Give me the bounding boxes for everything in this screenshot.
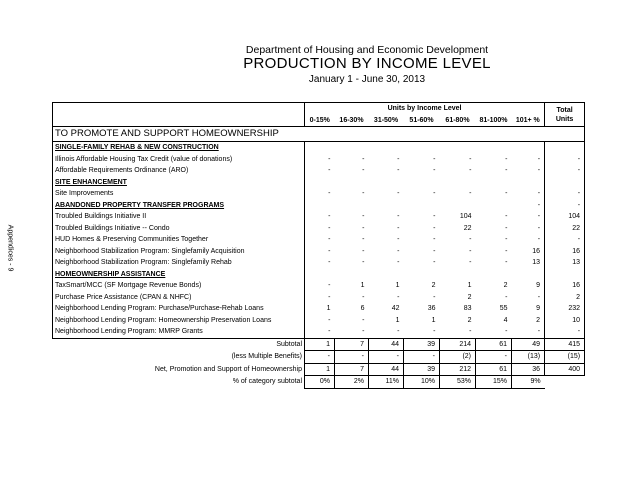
value-cell: -	[545, 154, 585, 166]
value-cell: -	[397, 224, 400, 232]
value-cell: -	[512, 326, 545, 338]
value-cell: 22	[545, 223, 585, 235]
value-cell: -	[433, 293, 436, 301]
value-cell	[512, 269, 545, 281]
program-label: Illinois Affordable Housing Tax Credit (value of donations)	[53, 154, 305, 166]
program-row	[53, 211, 585, 223]
program-label: Neighborhood Lending Program: Purchase/Purchase-Rehab Loans	[53, 303, 305, 315]
value-cell: -	[433, 259, 436, 266]
value-cell: -	[362, 236, 365, 243]
value-cell: -	[433, 155, 436, 163]
header-row-columns	[53, 115, 585, 127]
value-cell: -	[305, 223, 335, 235]
value-cell	[476, 269, 512, 281]
value-cell: -	[545, 326, 585, 338]
value-cell: 2	[503, 282, 508, 289]
section-title: HOMEOWNERSHIP ASSISTANCE	[53, 269, 305, 281]
value-cell: 83	[463, 305, 472, 312]
value-cell	[305, 200, 335, 212]
program-row	[53, 280, 585, 292]
value-cell: -	[362, 224, 365, 232]
program-label: HUD Homes & Preserving Communities Together	[53, 234, 305, 246]
value-cell	[476, 200, 512, 212]
income-column-header: 0-15%	[305, 115, 335, 127]
income-column-header: 81-100%	[476, 115, 512, 127]
value-cell	[512, 142, 545, 154]
income-column-header: 16-30%	[335, 115, 369, 127]
summary-label: Net, Promotion and Support of Homeownership	[154, 365, 302, 373]
value-cell: 4	[503, 316, 508, 324]
section-title: ABANDONED PROPERTY TRANSFER PROGRAMS	[53, 200, 305, 212]
value-cell: -	[505, 167, 508, 174]
income-column-header: 51-60%	[404, 115, 440, 127]
summary-value-cell	[545, 376, 585, 389]
value-cell: -	[476, 326, 512, 338]
summary-value-cell: 0%	[305, 376, 335, 389]
value-cell: 1	[360, 282, 365, 289]
value-cell	[404, 142, 440, 154]
value-cell: -	[397, 293, 400, 301]
value-cell: 1	[395, 316, 400, 324]
value-cell: -	[404, 326, 440, 338]
value-cell	[404, 269, 440, 281]
value-cell: -	[305, 246, 335, 258]
program-row	[53, 154, 585, 166]
value-cell: 232	[545, 303, 585, 315]
program-row	[53, 326, 585, 338]
value-cell	[305, 269, 335, 281]
summary-value-cell: 61	[476, 338, 512, 351]
summary-value-cell: 2%	[335, 376, 369, 389]
value-cell: -	[469, 247, 472, 255]
report-period: January 1 - June 30, 2013	[308, 74, 426, 85]
value-cell: 36	[427, 305, 436, 312]
value-cell: -	[505, 190, 508, 197]
value-cell: -	[362, 155, 365, 163]
value-cell	[476, 177, 512, 189]
program-row	[53, 188, 585, 200]
value-cell: -	[469, 259, 472, 266]
value-cell: -	[469, 190, 472, 197]
section-header-row	[53, 177, 585, 189]
summary-label: % of category subtotal	[232, 378, 302, 385]
header-spacer	[53, 115, 305, 127]
value-cell	[440, 177, 476, 189]
summary-value-cell: 214	[440, 338, 476, 351]
value-cell: -	[440, 326, 476, 338]
value-cell	[440, 142, 476, 154]
value-cell: -	[305, 292, 335, 304]
summary-value-cell: 36	[512, 363, 545, 376]
value-cell: -	[505, 155, 508, 163]
program-label: Purchase Price Assistance (CPAN & NHFC)	[53, 292, 305, 304]
value-cell	[369, 177, 404, 189]
value-cell: -	[537, 167, 541, 174]
summary-row	[53, 376, 585, 389]
value-cell: 9	[536, 305, 541, 312]
value-cell: -	[505, 224, 508, 232]
summary-value-cell: 44	[369, 363, 404, 376]
value-cell: -	[305, 326, 335, 338]
summary-value-cell: -	[369, 351, 404, 364]
program-label: Neighborhood Stabilization Program: Singlefamily Rehab	[53, 257, 305, 269]
value-cell: 2	[467, 293, 472, 301]
summary-value-cell: 15%	[476, 376, 512, 389]
value-cell: -	[397, 247, 400, 255]
value-cell	[369, 269, 404, 281]
summary-row	[53, 363, 585, 376]
value-cell	[335, 177, 369, 189]
total-units-header: Total Units	[545, 103, 585, 127]
value-cell: -	[397, 236, 400, 243]
header-spacer	[53, 103, 305, 115]
summary-value-cell: 39	[404, 338, 440, 351]
value-cell: -	[335, 326, 369, 338]
income-column-header: 31-50%	[369, 115, 404, 127]
summary-value-cell: -	[404, 351, 440, 364]
summary-value-cell: 39	[404, 363, 440, 376]
program-label: TaxSmart/MCC (SF Mortgage Revenue Bonds)	[53, 280, 305, 292]
value-cell: 2	[545, 292, 585, 304]
value-cell: -	[545, 188, 585, 200]
program-row	[53, 165, 585, 177]
value-cell	[545, 269, 585, 281]
summary-value-cell: 44	[369, 338, 404, 351]
value-cell: 16	[545, 246, 585, 258]
program-row	[53, 223, 585, 235]
value-cell: -	[433, 224, 436, 232]
program-row	[53, 246, 585, 258]
value-cell: 1	[395, 282, 400, 289]
value-cell: 2	[431, 282, 436, 289]
program-row	[53, 234, 585, 246]
value-cell: -	[537, 190, 541, 197]
value-cell: -	[537, 224, 541, 232]
value-cell: -	[537, 213, 541, 220]
value-cell: 104	[545, 211, 585, 223]
value-cell	[369, 142, 404, 154]
summary-value-cell: 53%	[440, 376, 476, 389]
summary-value-cell: 1	[305, 363, 335, 376]
value-cell: 55	[499, 305, 508, 312]
value-cell: -	[397, 155, 400, 163]
value-cell: -	[505, 293, 508, 301]
goal-row	[53, 127, 585, 142]
summary-value-cell: 415	[545, 338, 585, 351]
appendix-page-label: Appendices - 9	[6, 224, 14, 272]
summary-value-cell: 7	[335, 338, 369, 351]
value-cell: 2	[467, 316, 472, 324]
value-cell: -	[537, 236, 541, 243]
value-cell: -	[505, 259, 508, 266]
value-cell: -	[545, 234, 585, 246]
section-header-row	[53, 200, 585, 212]
summary-value-cell: (2)	[440, 351, 476, 364]
value-cell: 16	[532, 247, 541, 255]
value-cell	[512, 177, 545, 189]
income-column-header: 61-80%	[440, 115, 476, 127]
value-cell: 1	[431, 316, 436, 324]
value-cell: 1	[305, 303, 335, 315]
goal-title: TO PROMOTE AND SUPPORT HOMEOWNERSHIP	[53, 127, 585, 142]
section-title: SITE ENHANCEMENT	[53, 177, 305, 189]
value-cell: -	[433, 190, 436, 197]
value-cell: -	[362, 167, 365, 174]
value-cell: -	[537, 155, 541, 163]
value-cell: -	[433, 213, 436, 220]
value-cell: -	[469, 167, 472, 174]
program-label: Troubled Buildings Initiative II	[53, 211, 305, 223]
value-cell	[369, 200, 404, 212]
value-cell: 9	[536, 282, 541, 289]
income-group-header: Units by Income Level	[305, 103, 545, 115]
value-cell	[404, 177, 440, 189]
value-cell: 10	[545, 315, 585, 327]
value-cell	[440, 200, 476, 212]
income-column-header: 101+ %	[512, 115, 545, 127]
summary-value-cell: 212	[440, 363, 476, 376]
value-cell: -	[469, 236, 472, 243]
summary-value-cell: (15)	[545, 351, 585, 364]
value-cell	[305, 177, 335, 189]
program-label: Neighborhood Lending Program: MMRP Grants	[53, 326, 305, 338]
summary-value-cell: 10%	[404, 376, 440, 389]
value-cell: -	[305, 188, 335, 200]
value-cell: -	[362, 247, 365, 255]
production-table	[52, 102, 585, 389]
value-cell: -	[505, 213, 508, 220]
value-cell: 2	[536, 316, 541, 324]
value-cell	[440, 269, 476, 281]
value-cell: -	[397, 213, 400, 220]
program-row	[53, 315, 585, 327]
value-cell	[335, 269, 369, 281]
program-label: Affordable Requirements Ordinance (ARO)	[53, 165, 305, 177]
value-cell: -	[369, 326, 404, 338]
value-cell: -	[305, 165, 335, 177]
value-cell: 6	[360, 305, 365, 312]
program-row	[53, 257, 585, 269]
summary-label: (less Multiple Benefits)	[231, 353, 302, 360]
value-cell: 22	[463, 224, 472, 232]
value-cell	[476, 142, 512, 154]
value-cell: -	[305, 315, 335, 327]
value-cell	[545, 142, 585, 154]
summary-row	[53, 338, 585, 351]
value-cell: -	[505, 247, 508, 255]
value-cell: -	[362, 259, 365, 266]
value-cell: -	[362, 316, 365, 324]
summary-value-cell: 7	[335, 363, 369, 376]
summary-value-cell: -	[305, 351, 335, 364]
value-cell: -	[305, 211, 335, 223]
program-row	[53, 292, 585, 304]
value-cell: 13	[545, 257, 585, 269]
value-cell: -	[537, 293, 541, 301]
program-row	[53, 303, 585, 315]
summary-value-cell: 1	[305, 338, 335, 351]
program-label: Neighborhood Lending Program: Homeownership Preservation Loans	[53, 315, 305, 327]
program-label: Site Improvements	[53, 188, 305, 200]
value-cell: 1	[467, 282, 472, 289]
summary-row	[53, 351, 585, 364]
value-cell	[545, 177, 585, 189]
summary-value-cell: 9%	[512, 376, 545, 389]
summary-value-cell: 49	[512, 338, 545, 351]
summary-value-cell: (13)	[512, 351, 545, 364]
value-cell: -	[397, 190, 400, 197]
summary-label: Subtotal	[53, 338, 305, 351]
value-cell: -	[505, 236, 508, 243]
value-cell: -	[545, 165, 585, 177]
value-cell: -	[545, 200, 585, 212]
section-header-row	[53, 142, 585, 154]
value-cell: -	[397, 259, 400, 266]
value-cell: -	[305, 280, 335, 292]
value-cell	[404, 200, 440, 212]
summary-value-cell: 11%	[369, 376, 404, 389]
value-cell: -	[362, 213, 365, 220]
value-cell: 104	[459, 213, 472, 220]
value-cell: -	[433, 236, 436, 243]
value-cell: -	[433, 247, 436, 255]
summary-value-cell: 400	[545, 363, 585, 376]
value-cell	[305, 142, 335, 154]
value-cell: -	[305, 234, 335, 246]
department-name: Department of Housing and Economic Development	[245, 44, 489, 56]
value-cell: -	[362, 190, 365, 197]
value-cell: -	[305, 154, 335, 166]
program-label: Troubled Buildings Initiative -- Condo	[53, 223, 305, 235]
value-cell: 16	[545, 280, 585, 292]
section-header-row	[53, 269, 585, 281]
value-cell	[335, 200, 369, 212]
header-row-group	[53, 103, 585, 115]
value-cell: -	[305, 257, 335, 269]
summary-value-cell: 61	[476, 363, 512, 376]
value-cell: -	[397, 167, 400, 174]
value-cell: -	[433, 167, 436, 174]
value-cell: 42	[391, 305, 400, 312]
program-label: Neighborhood Stabilization Program: Singlefamily Acquisition	[53, 246, 305, 258]
value-cell	[335, 142, 369, 154]
report-title: PRODUCTION BY INCOME LEVEL	[243, 55, 491, 72]
value-cell: -	[469, 155, 472, 163]
value-cell: 13	[532, 259, 541, 266]
summary-value-cell: -	[476, 351, 512, 364]
section-title: SINGLE-FAMILY REHAB & NEW CONSTRUCTION	[53, 142, 305, 154]
summary-value-cell: -	[335, 351, 369, 364]
value-cell: -	[362, 293, 365, 301]
value-cell: -	[537, 201, 541, 209]
